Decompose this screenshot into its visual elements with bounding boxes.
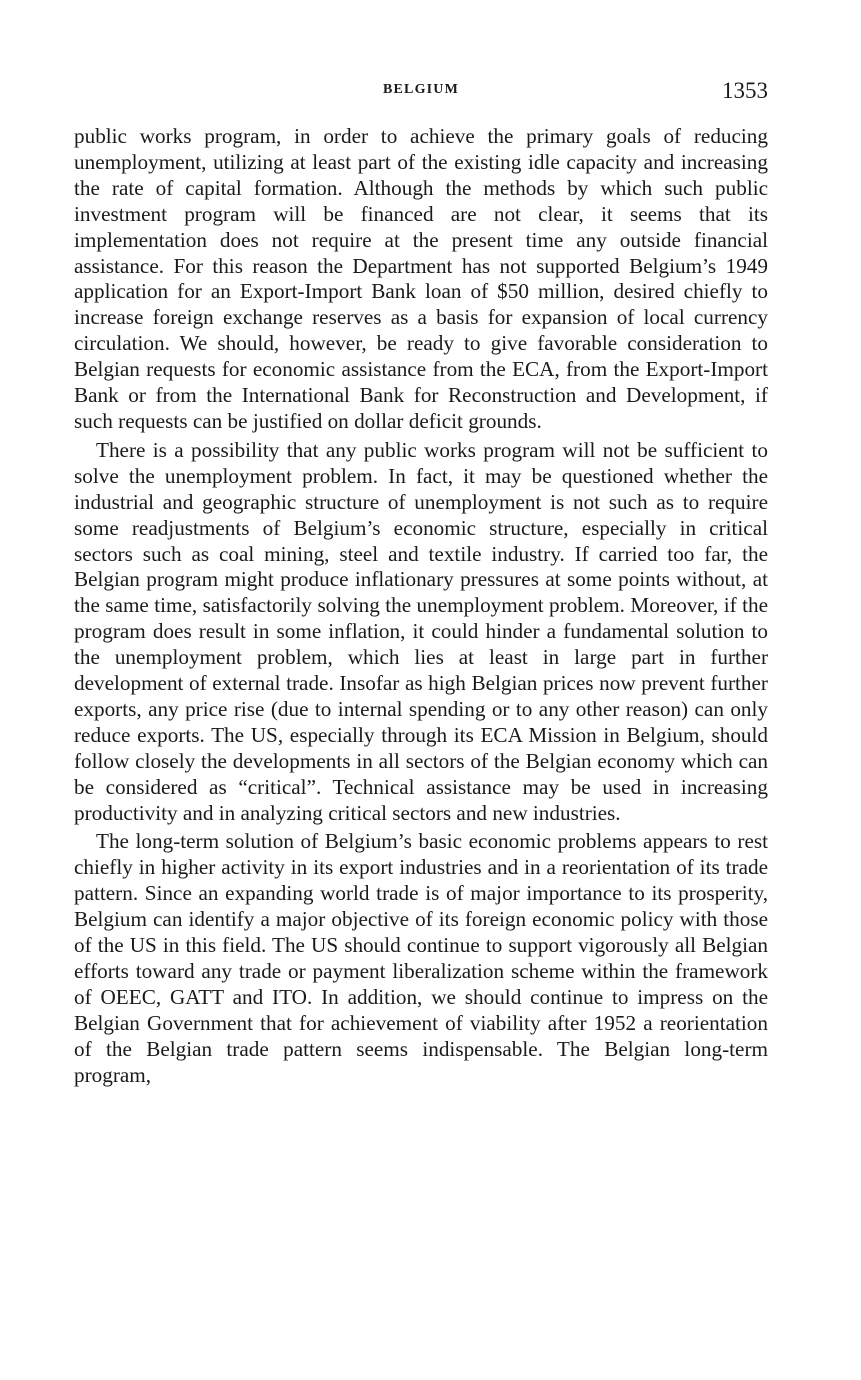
paragraph: public works program, in order to achieve the primary goals of reducing unemployment, utilizing at least part of the existing idle capacity and increasing the rate of capital formation. Although the methods by which such public investment program will be financed are not clear, it seems that its implementation does not require at the present time any outside financial assistance. For this reason the Department has not supported Belgium’s 1949 application for an Export-Import Bank loan of $50 million, desired chiefly to increase foreign exchange reserves as a basis for expansion of local currency circulation. We should, however, be ready to give favorable consideration to Belgian requests for economic assistance from the ECA, from the Export-Import Bank or from the International Bank for Reconstruction and Development, if such requests can be justified on dollar deficit grounds. <box>74 124 768 433</box>
body-text <box>74 124 768 1089</box>
paragraph: There is a possibility that any public works program will not be sufficient to solve the unemployment problem. In fact, it may be questioned whether the industrial and geographic structure of unemployment is not such as to require some readjustments of Belgium’s economic structure, especially in critical sectors such as coal mining, steel and textile industry. If carried too far, the Belgian program might produce inflationary pressures at some points without, at the same time, satisfactorily solving the unemployment problem. Moreover, if the program does result in some inflation, it could hinder a fundamental solution to the unemployment problem, which lies at least in large part in further development of external trade. Insofar as high Belgian prices now prevent further exports, any price rise (due to internal spending or to any other reason) can only reduce exports. The US, especially through its ECA Mission in Belgium, should follow closely the developments in all sectors of the Belgian economy which can be considered as “critical”. Technical assistance may be used in increasing productivity and in analyzing critical sectors and new industries. <box>74 437 768 825</box>
paragraph: The long-term solution of Belgium’s basic economic problems appears to rest chiefly in higher activity in its export industries and in a reorientation of its trade pattern. Since an expanding world trade is of major importance to its prosperity, Belgium can identify a major objective of its foreign economic policy with those of the US in this field. The US should continue to support vigorously all Belgian efforts toward any trade or payment liberalization scheme within the framework of OEEC, GATT and ITO. In addition, we should continue to impress on the Belgian Government that for achievement of viability after 1952 a reorientation of the Belgian trade pattern seems indispensable. The Belgian long-term program, <box>74 829 768 1087</box>
running-title: BELGIUM <box>382 82 460 97</box>
page-number: 1353 <box>722 78 768 103</box>
running-header <box>74 80 768 110</box>
